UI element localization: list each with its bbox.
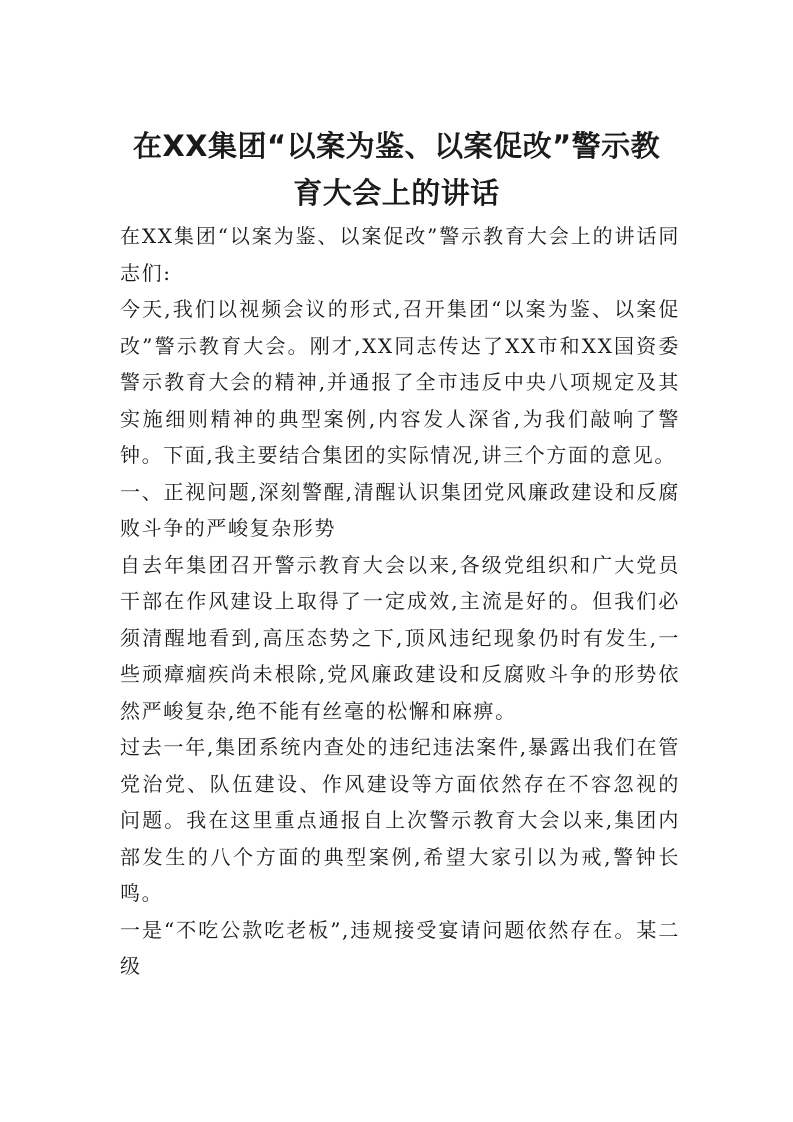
section-heading-1: 一、正视问题,深刻警醒,清醒认识集团党风廉政建设和反腐败斗争的严峻复杂形势 <box>120 479 680 540</box>
document-title-line-1: 在XX集团“以案为鉴、以案促改”警示教 <box>132 129 661 163</box>
paragraph-case-1: 一是“不吃公款吃老板”,违规接受宴请问题依然存在。某二级 <box>120 917 680 978</box>
paragraph-cases: 过去一年,集团系统内查处的违纪违法案件,暴露出我们在管党治党、队伍建设、作风建设等方面依然存在不容忽视的问题。我在这里重点通报自上次警示教育大会以来,集团内部发生的八个方面的典型案例,希望大家引以为戒,警钟长鸣。 <box>120 735 680 905</box>
document-body <box>120 218 680 985</box>
paragraph-situation: 自去年集团召开警示教育大会以来,各级党组织和广大党员干部在作风建设上取得了一定成效,主流是好的。但我们必须清醒地看到,高压态势之下,顶风违纪现象仍时有发生,一些顽瘴痼疾尚未根除,党风廉政建设和反腐败斗争的形势依然严峻复杂,绝不能有丝毫的松懈和麻痹。 <box>120 552 680 723</box>
document-title-line-2: 育大会上的讲话 <box>293 176 500 210</box>
paragraph-intro: 今天,我们以视频会议的形式,召开集团“以案为鉴、以案促改”警示教育大会。刚才,XX同志传达了XX市和XX国资委警示教育大会的精神,并通报了全市违反中央八项规定及其实施细则精神的典型案例,内容发人深省,为我们敲响了警钟。下面,我主要结合集团的实际情况,讲三个方面的意见。 <box>120 297 680 467</box>
paragraph-salutation: 在XX集团“以案为鉴、以案促改”警示教育大会上的讲话同志们: <box>120 224 680 285</box>
